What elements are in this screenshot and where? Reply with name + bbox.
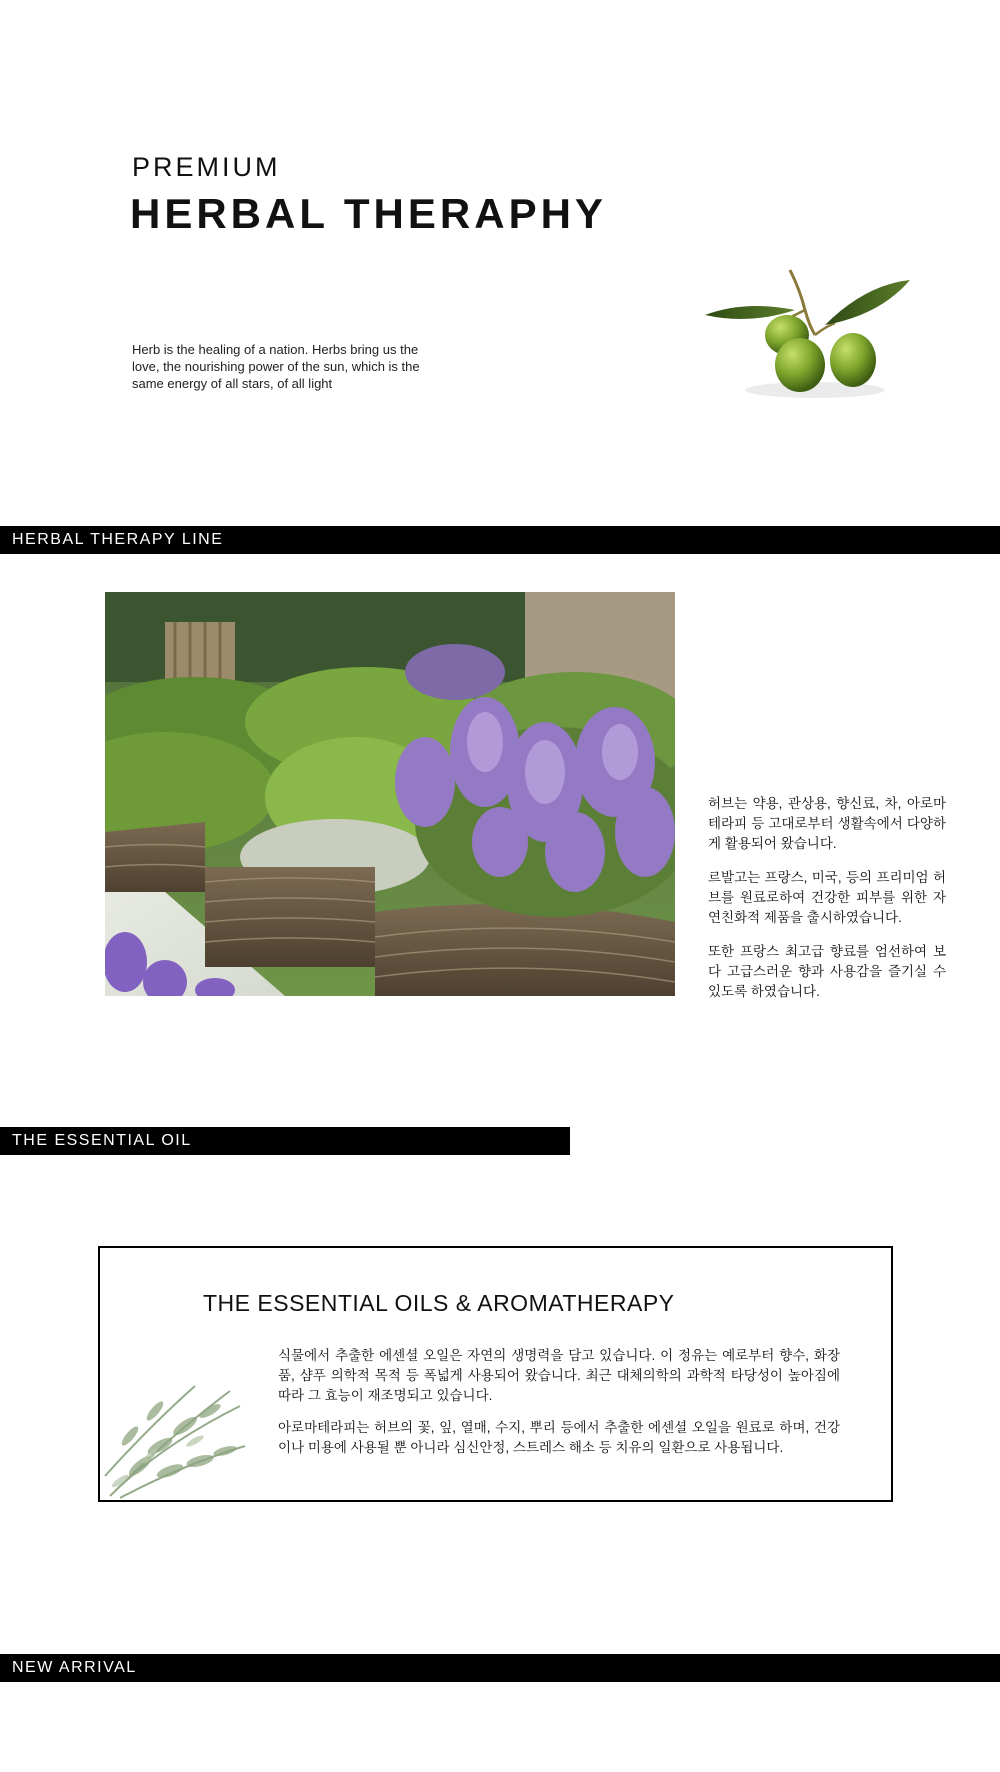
olive-branch-icon: [705, 265, 915, 405]
essential-oil-paragraph: 아로마테라피는 허브의 꽃, 잎, 열매, 수지, 뿌리 등에서 추출한 에센셜 오일을 원료로 하며, 건강이나 미용에 사용될 뿐 아니라 심신안정, 스트레스 해소 등 치유의 일환으로 사용됩니다.: [278, 1420, 840, 1455]
section-bar-new-arrival: NEW ARRIVAL: [0, 1654, 1000, 1682]
herbal-line-paragraph: 르발고는 프랑스, 미국, 등의 프리미엄 허브를 원료로하여 건강한 피부를 위한 자연친화적 제품을 출시하였습니다.: [708, 870, 946, 925]
hero-description: Herb is the healing of a nation. Herbs bring us the love, the nourishing power of the sun, which is the same energy of all stars, of all light: [132, 342, 420, 391]
herbal-line-description: [708, 794, 946, 1016]
section-bar-herbal-line: HERBAL THERAPY LINE: [0, 526, 1000, 554]
essential-oil-description: [278, 1346, 840, 1470]
herbal-line-paragraph: 허브는 약용, 관상용, 향신료, 차, 아로마테라피 등 고대로부터 생활속에서 다양하게 활용되어 왔습니다.: [708, 796, 946, 851]
hero-subtitle: PREMIUM: [132, 152, 281, 182]
essential-oil-paragraph: 식물에서 추출한 에센셜 오일은 자연의 생명력을 담고 있습니다. 이 정유는 예로부터 향수, 화장품, 샴푸 의학적 목적 등 폭넓게 사용되어 왔습니다. 최근 대체의학의 과학적 타당성이 높아짐에 따라 그 효능이 재조명되고 있습니다.: [278, 1348, 840, 1403]
essential-oil-box: [98, 1246, 893, 1502]
herb-bunch-image: [100, 1376, 250, 1502]
section-bar-essential-oil: THE ESSENTIAL OIL: [0, 1127, 570, 1155]
herbal-line-paragraph: 또한 프랑스 최고급 향료를 엄선하여 보다 고급스러운 향과 사용감을 즐기실 수 있도록 하였습니다.: [708, 944, 946, 999]
hero-title: HERBAL THERAPHY: [130, 190, 607, 237]
herb-garden-image: [105, 592, 675, 996]
essential-oil-title: THE ESSENTIAL OILS & AROMATHERAPY: [203, 1290, 675, 1316]
